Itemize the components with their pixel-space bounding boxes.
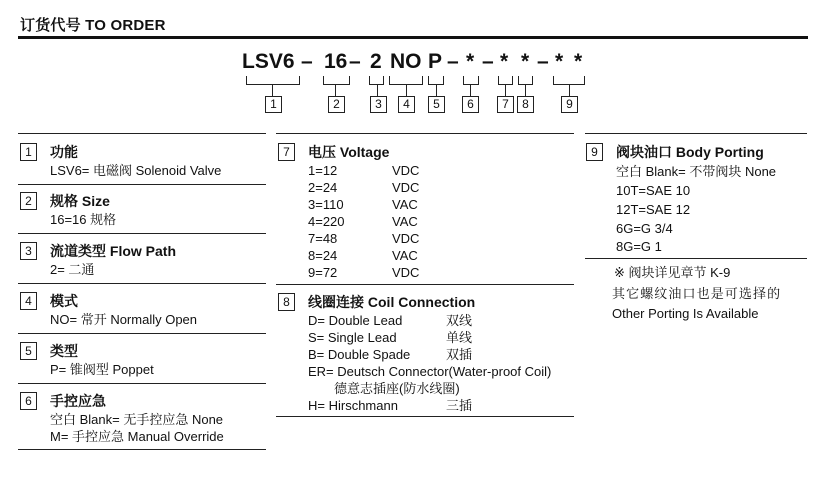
coil-label-cn: 德意志插座(防水线圈) — [334, 381, 460, 396]
bracket — [369, 76, 384, 85]
page-title: 订货代号 TO ORDER — [20, 17, 166, 34]
bracket — [246, 76, 300, 85]
section-divider — [18, 283, 266, 284]
section-number: 3 — [20, 242, 37, 260]
option-line: 6G=G 3/4 — [616, 221, 673, 236]
index-box: 5 — [428, 96, 445, 113]
code-dash: – — [301, 50, 313, 73]
option-line: 空白 Blank= 不带阀块 None — [616, 164, 777, 179]
option-line: LSV6= 电磁阀 Solenoid Valve — [50, 163, 222, 178]
voltage-code: 1=12 — [308, 163, 338, 178]
index-box: 2 — [328, 96, 345, 113]
code-option: * — [555, 50, 564, 73]
voltage-row — [308, 162, 420, 179]
code-base: LSV6 — [242, 50, 295, 73]
bracket-stem — [505, 85, 506, 96]
coil-code: B= Double Spade — [308, 347, 411, 362]
code-flow: 2 — [370, 50, 382, 73]
voltage-unit: VAC — [392, 248, 418, 263]
section-divider — [18, 383, 266, 384]
section-divider — [18, 184, 266, 185]
voltage-unit: VDC — [392, 265, 420, 280]
note-line: ※ 阀块详见章节 K-9 — [614, 265, 731, 280]
section-title: 规格 Size — [50, 193, 110, 209]
bracket — [553, 76, 585, 85]
bracket — [498, 76, 513, 85]
coil-label-cn: 单线 — [446, 330, 473, 345]
section-number: 9 — [586, 143, 603, 161]
index-box: 9 — [561, 96, 578, 113]
option-line: 8G=G 1 — [616, 239, 662, 254]
voltage-unit: VDC — [392, 163, 420, 178]
section-divider — [18, 233, 266, 234]
index-box: 3 — [370, 96, 387, 113]
voltage-row — [308, 196, 418, 213]
code-dash: – — [349, 50, 361, 73]
option-line: 空白 Blank= 无手控应急 None — [50, 412, 224, 427]
bracket-stem — [272, 85, 273, 96]
section-divider — [18, 133, 266, 134]
note-line: 其它螺纹油口也是可选择的 — [612, 286, 782, 301]
bracket-stem — [335, 85, 336, 96]
section-divider — [276, 284, 574, 285]
coil-row — [308, 312, 473, 329]
section-divider — [276, 416, 574, 417]
section-divider — [18, 449, 266, 450]
index-box: 1 — [265, 96, 282, 113]
code-mode: NO — [390, 50, 422, 73]
index-box: 6 — [462, 96, 479, 113]
voltage-unit: VDC — [392, 231, 420, 246]
section-divider — [585, 133, 807, 134]
option-line: 12T=SAE 12 — [616, 202, 691, 217]
section-title: 类型 — [50, 343, 78, 359]
section-number: 8 — [278, 293, 295, 311]
section-number: 7 — [278, 143, 295, 161]
section-title: 阀块油口 Body Porting — [616, 144, 764, 160]
bracket — [323, 76, 350, 85]
section-title: 电压 Voltage — [308, 144, 390, 160]
voltage-row — [308, 230, 420, 247]
voltage-code: 9=72 — [308, 265, 338, 280]
section-divider — [18, 333, 266, 334]
code-dash: – — [447, 50, 459, 73]
code-option: * — [521, 50, 530, 73]
bracket-stem — [406, 85, 407, 96]
bracket-stem — [436, 85, 437, 96]
bracket — [463, 76, 479, 85]
section-title: 功能 — [50, 144, 78, 160]
bracket — [428, 76, 444, 85]
option-line: 16=16 规格 — [50, 212, 117, 227]
code-option: * — [574, 50, 583, 73]
coil-code: H= Hirschmann — [308, 398, 398, 413]
option-line: P= 锥阀型 Poppet — [50, 362, 154, 377]
note-line: Other Porting Is Available — [612, 306, 759, 321]
voltage-code: 3=110 — [308, 197, 344, 212]
section-title: 手控应急 — [50, 393, 106, 409]
section-number: 5 — [20, 342, 37, 360]
coil-row — [308, 363, 551, 380]
coil-code: S= Single Lead — [308, 330, 397, 345]
coil-code: ER= Deutsch Connector(Water-proof Coil) — [308, 364, 552, 379]
voltage-code: 2=24 — [308, 180, 338, 195]
section-title: 流道类型 Flow Path — [50, 243, 176, 259]
code-dash: – — [482, 50, 494, 73]
code-option: * — [500, 50, 509, 73]
section-number: 4 — [20, 292, 37, 310]
section-title: 线圈连接 Coil Connection — [308, 294, 476, 310]
section-number: 1 — [20, 143, 37, 161]
bracket — [518, 76, 533, 85]
coil-label-cn: 双线 — [446, 313, 473, 328]
option-line: 10T=SAE 10 — [616, 183, 691, 198]
option-line: 2= 二通 — [50, 262, 95, 277]
bracket-stem — [470, 85, 471, 96]
coil-code: D= Double Lead — [308, 313, 403, 328]
section-title: 模式 — [50, 293, 78, 309]
voltage-code: 4=220 — [308, 214, 345, 229]
coil-row — [308, 346, 473, 363]
index-box: 4 — [398, 96, 415, 113]
voltage-row — [308, 213, 418, 230]
option-line: M= 手控应急 Manual Override — [50, 429, 224, 444]
code-size: 16 — [324, 50, 348, 73]
code-poppet: P — [428, 50, 443, 73]
section-number: 6 — [20, 392, 37, 410]
bracket-stem — [377, 85, 378, 96]
code-option: * — [466, 50, 475, 73]
voltage-row — [308, 264, 420, 281]
bracket-stem — [569, 85, 570, 96]
coil-label-cn: 双插 — [446, 347, 473, 362]
voltage-code: 7=48 — [308, 231, 338, 246]
coil-row — [308, 329, 473, 346]
voltage-unit: VAC — [392, 214, 418, 229]
section-divider — [585, 258, 807, 259]
bracket-stem — [525, 85, 526, 96]
title-rule — [18, 36, 808, 39]
voltage-row — [308, 179, 420, 196]
code-dash: – — [537, 50, 549, 73]
voltage-unit: VAC — [392, 197, 418, 212]
section-number: 2 — [20, 192, 37, 210]
index-box: 7 — [497, 96, 514, 113]
coil-row — [308, 397, 473, 414]
voltage-row — [308, 247, 418, 264]
coil-label-cn: 三插 — [446, 398, 473, 413]
section-divider — [276, 133, 574, 134]
index-box: 8 — [517, 96, 534, 113]
voltage-code: 8=24 — [308, 248, 338, 263]
bracket — [389, 76, 423, 85]
option-line: NO= 常开 Normally Open — [50, 312, 198, 327]
voltage-unit: VDC — [392, 180, 420, 195]
